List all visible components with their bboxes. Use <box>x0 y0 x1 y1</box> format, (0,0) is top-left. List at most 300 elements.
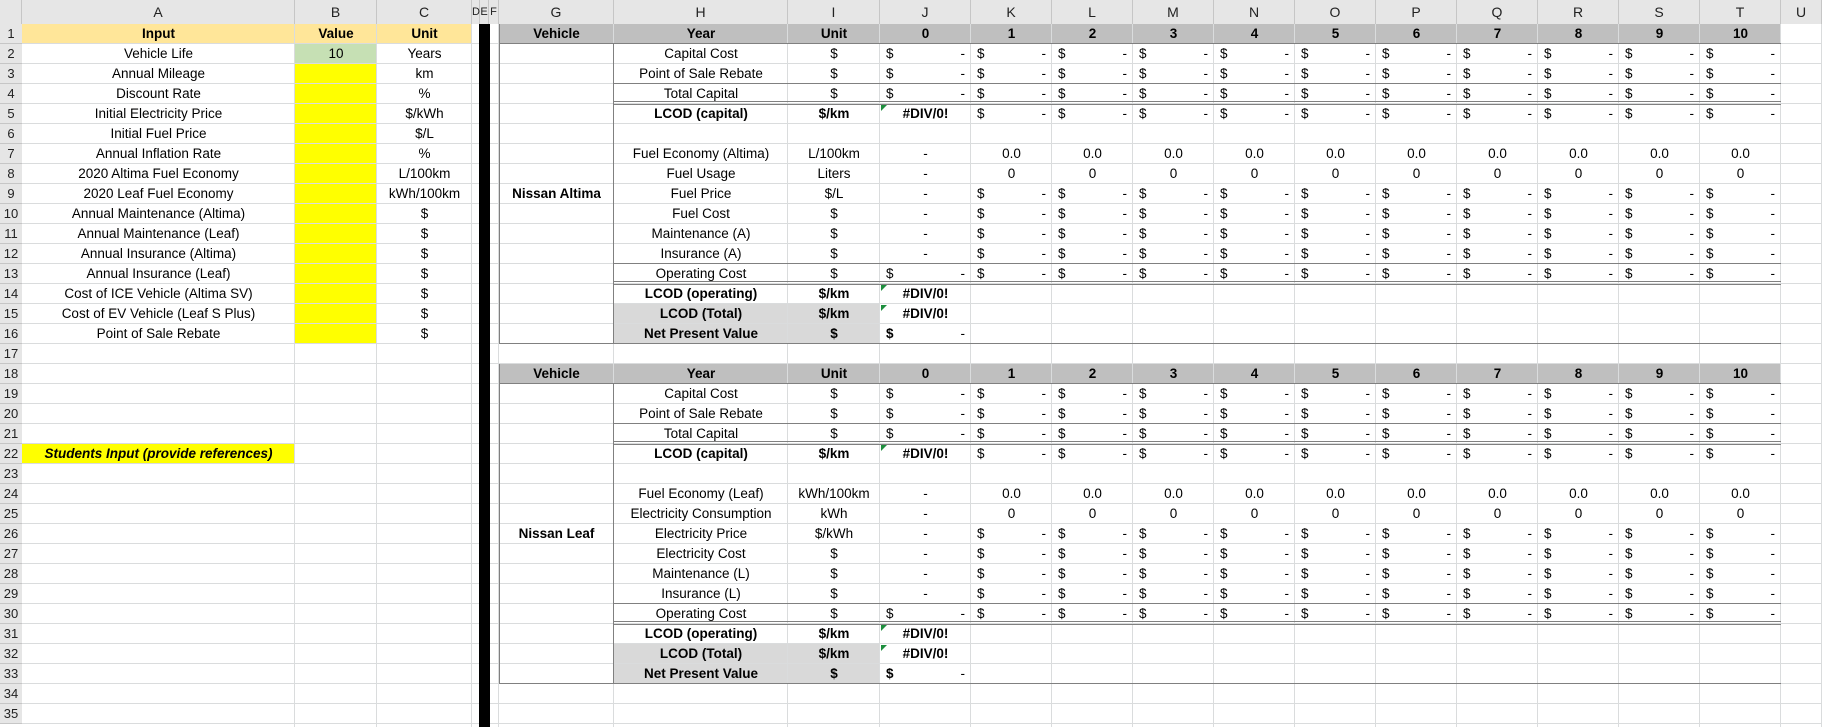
cell-value[interactable]: - <box>1770 46 1775 61</box>
capital-cost-label[interactable]: Capital Cost <box>664 386 738 401</box>
year-0-value[interactable]: - <box>923 246 928 261</box>
year-4-header[interactable]: 4 <box>1250 366 1259 381</box>
year-0-header[interactable]: 0 <box>921 366 930 381</box>
year-value[interactable]: 0 <box>1736 506 1745 521</box>
cell-value[interactable]: - <box>1284 46 1289 61</box>
input-unit[interactable]: $ <box>420 226 429 241</box>
cell-value[interactable]: - <box>1527 106 1532 121</box>
cell-value[interactable]: - <box>1122 606 1127 621</box>
cell-value[interactable]: - <box>1203 266 1208 281</box>
cell-value[interactable]: - <box>1770 426 1775 441</box>
column-header-u[interactable]: U <box>1781 0 1822 24</box>
column-header-d[interactable]: D <box>472 0 480 24</box>
total-capital-label[interactable]: Total Capital <box>663 86 739 101</box>
input-value[interactable] <box>295 204 377 224</box>
cell-value[interactable]: - <box>1122 226 1127 241</box>
cell-value[interactable]: - <box>1284 246 1289 261</box>
insurance-label[interactable]: Insurance (A) <box>660 246 742 261</box>
cell-value[interactable]: - <box>1365 86 1370 101</box>
cell-value[interactable]: - <box>1041 186 1046 201</box>
cell-value[interactable]: - <box>1608 386 1613 401</box>
cell-value[interactable]: - <box>1608 246 1613 261</box>
cell-value[interactable]: - <box>1203 186 1208 201</box>
cell-value[interactable]: - <box>1041 566 1046 581</box>
cell-value[interactable]: - <box>1527 606 1532 621</box>
cell-value[interactable]: - <box>1770 226 1775 241</box>
cell-value[interactable]: - <box>1689 566 1694 581</box>
vehicle-header[interactable]: Vehicle <box>533 26 580 41</box>
cell-value[interactable]: - <box>1446 246 1451 261</box>
cell-value[interactable]: - <box>1284 426 1289 441</box>
row-header-10[interactable]: 10 <box>0 204 22 224</box>
lcod-capital-unit[interactable]: $/km <box>818 106 850 121</box>
cell-value[interactable]: - <box>1527 206 1532 221</box>
cell-value[interactable]: - <box>1446 546 1451 561</box>
year-value[interactable]: 0 <box>1412 166 1421 181</box>
cell-value[interactable]: - <box>1608 566 1613 581</box>
cell-value[interactable]: - <box>1608 86 1613 101</box>
lcod-error-value[interactable]: #DIV/0! <box>902 446 949 461</box>
cell-value[interactable]: - <box>1041 266 1046 281</box>
cell-value[interactable]: - <box>1203 606 1208 621</box>
year-3-header[interactable]: 3 <box>1169 366 1178 381</box>
year-value[interactable]: 0.0 <box>1488 146 1507 161</box>
year-header[interactable]: Year <box>686 26 716 41</box>
column-header-j[interactable]: J <box>880 0 971 24</box>
row-header-33[interactable]: 33 <box>0 664 22 684</box>
rebate-label[interactable]: Point of Sale Rebate <box>639 406 763 421</box>
cell-value[interactable]: - <box>1284 206 1289 221</box>
cell-value[interactable]: - <box>1041 86 1046 101</box>
year-5-header[interactable]: 5 <box>1331 366 1340 381</box>
year-value[interactable]: 0 <box>1493 166 1502 181</box>
input-unit[interactable]: $/L <box>415 126 434 141</box>
cell-value[interactable]: - <box>1608 226 1613 241</box>
operating-unit[interactable]: $ <box>830 606 838 621</box>
year-7-header[interactable]: 7 <box>1493 366 1502 381</box>
year-value[interactable]: 0 <box>1007 166 1016 181</box>
cell-value[interactable]: - <box>1041 106 1046 121</box>
cell-value[interactable]: - <box>1284 186 1289 201</box>
year-0-value[interactable]: - <box>923 146 928 161</box>
input-value[interactable] <box>295 184 377 204</box>
cell-value[interactable]: - <box>1527 386 1532 401</box>
input-value[interactable] <box>295 324 377 344</box>
cell-value[interactable]: - <box>1689 186 1694 201</box>
cell-value[interactable]: - <box>1122 566 1127 581</box>
input-value[interactable] <box>295 164 377 184</box>
year-value[interactable]: 0 <box>1169 166 1178 181</box>
lcod-operating-unit[interactable]: $/km <box>818 626 850 641</box>
row-header-25[interactable]: 25 <box>0 504 22 524</box>
cell-value[interactable]: - <box>1446 566 1451 581</box>
cell-value[interactable]: - <box>1689 546 1694 561</box>
year-value[interactable]: 0 <box>1412 506 1421 521</box>
year-8-header[interactable]: 8 <box>1574 366 1583 381</box>
year-value[interactable]: 0 <box>1655 506 1664 521</box>
column-header-s[interactable]: S <box>1619 0 1700 24</box>
cell-value[interactable]: - <box>1041 426 1046 441</box>
operating-label[interactable]: Operating Cost <box>655 266 747 281</box>
year-0-value[interactable]: - <box>923 506 928 521</box>
year-5-header[interactable]: 5 <box>1331 26 1340 41</box>
year-value[interactable]: 0 <box>1736 166 1745 181</box>
insurance-label[interactable]: Insurance (L) <box>661 586 741 601</box>
cell-value[interactable]: - <box>1365 586 1370 601</box>
year-value[interactable]: 0 <box>1574 166 1583 181</box>
column-header-f[interactable]: F <box>489 0 499 24</box>
cell-value[interactable]: - <box>1770 566 1775 581</box>
vehicle-name[interactable]: Nissan Leaf <box>518 526 595 541</box>
cell-value[interactable]: - <box>1203 546 1208 561</box>
cost-label[interactable]: Fuel Cost <box>672 206 730 221</box>
cell-value[interactable]: - <box>1527 566 1532 581</box>
input-unit[interactable]: $ <box>420 246 429 261</box>
economy-unit[interactable]: L/100km <box>808 146 860 161</box>
year-value[interactable]: 0.0 <box>1002 486 1021 501</box>
cell-value[interactable]: - <box>1689 406 1694 421</box>
cell-value[interactable]: - <box>1284 606 1289 621</box>
column-header-a[interactable]: A <box>22 0 295 24</box>
npv-unit[interactable]: $ <box>830 326 838 341</box>
year-value[interactable]: 0 <box>1007 506 1016 521</box>
input-value[interactable] <box>295 284 377 304</box>
year-8-header[interactable]: 8 <box>1574 26 1583 41</box>
input-value[interactable] <box>295 224 377 244</box>
cell-value[interactable]: - <box>1041 46 1046 61</box>
row-header-22[interactable]: 22 <box>0 444 22 464</box>
cell-value[interactable]: - <box>1365 446 1370 461</box>
price-unit[interactable]: $/L <box>824 186 844 201</box>
cell-value[interactable]: - <box>1446 106 1451 121</box>
year-value[interactable]: 0 <box>1574 506 1583 521</box>
input-label[interactable]: Annual Inflation Rate <box>95 146 222 161</box>
year-value[interactable]: 0 <box>1331 166 1340 181</box>
cell-value[interactable]: - <box>1770 246 1775 261</box>
cell-value[interactable]: - <box>1608 186 1613 201</box>
cell-value[interactable]: - <box>1365 186 1370 201</box>
npv-label[interactable]: Net Present Value <box>643 326 759 341</box>
row-header-35[interactable]: 35 <box>0 704 22 724</box>
input-unit[interactable]: $ <box>420 266 429 281</box>
year-1-header[interactable]: 1 <box>1007 366 1016 381</box>
year-value[interactable]: 0.0 <box>1731 486 1750 501</box>
price-label[interactable]: Electricity Price <box>654 526 748 541</box>
cell-value[interactable]: - <box>1122 526 1127 541</box>
year-value[interactable]: 0.0 <box>1245 486 1264 501</box>
row-header-28[interactable]: 28 <box>0 564 22 584</box>
year-value[interactable]: 0.0 <box>1407 486 1426 501</box>
row-header-30[interactable]: 30 <box>0 604 22 624</box>
year-9-header[interactable]: 9 <box>1655 366 1664 381</box>
input-unit[interactable]: $ <box>420 306 429 321</box>
row-header-11[interactable]: 11 <box>0 224 22 244</box>
cell-value[interactable]: - <box>1770 206 1775 221</box>
input-label[interactable]: Point of Sale Rebate <box>96 326 221 341</box>
economy-label[interactable]: Fuel Economy (Altima) <box>632 146 770 161</box>
cell-value[interactable]: - <box>1446 186 1451 201</box>
row-header-17[interactable]: 17 <box>0 344 22 364</box>
input-value[interactable] <box>295 264 377 284</box>
cell-value[interactable]: - <box>1446 426 1451 441</box>
year-10-header[interactable]: 10 <box>1732 26 1749 41</box>
cell-value[interactable]: - <box>1203 426 1208 441</box>
column-header-k[interactable]: K <box>971 0 1052 24</box>
cell-value[interactable]: - <box>1608 606 1613 621</box>
cell-value[interactable]: - <box>1122 66 1127 81</box>
cell-value[interactable]: - <box>1527 46 1532 61</box>
year-value[interactable]: 0 <box>1088 506 1097 521</box>
cell-value[interactable]: - <box>1284 106 1289 121</box>
cell-value[interactable]: - <box>1527 526 1532 541</box>
year-value[interactable]: 0.0 <box>1164 486 1183 501</box>
cell-value[interactable]: - <box>1527 86 1532 101</box>
input-value[interactable] <box>295 124 377 144</box>
lcod-operating-label[interactable]: LCOD (operating) <box>644 286 758 301</box>
cell-value[interactable]: - <box>1203 566 1208 581</box>
cell-value[interactable]: - <box>1770 586 1775 601</box>
cell-value[interactable]: - <box>1122 386 1127 401</box>
cell-value[interactable]: - <box>1446 266 1451 281</box>
cell-value[interactable]: - <box>1608 106 1613 121</box>
cell-value[interactable]: - <box>1203 106 1208 121</box>
year-header[interactable]: Year <box>686 366 716 381</box>
lcod-capital-label[interactable]: LCOD (capital) <box>654 106 748 121</box>
cell-value[interactable]: - <box>1446 606 1451 621</box>
column-header-h[interactable]: H <box>614 0 788 24</box>
row-header-27[interactable]: 27 <box>0 544 22 564</box>
column-header-p[interactable]: P <box>1376 0 1457 24</box>
cell-value[interactable]: - <box>1446 46 1451 61</box>
maintenance-label[interactable]: Maintenance (A) <box>651 226 751 241</box>
row-header-14[interactable]: 14 <box>0 284 22 304</box>
cell-value[interactable]: - <box>1770 386 1775 401</box>
row-header-13[interactable]: 13 <box>0 264 22 284</box>
cell-value[interactable]: - <box>1446 206 1451 221</box>
lcod-error-value[interactable]: #DIV/0! <box>902 106 949 121</box>
input-label[interactable]: Annual Insurance (Altima) <box>80 246 237 261</box>
input-label[interactable]: Annual Maintenance (Altima) <box>71 206 246 221</box>
cell-value[interactable]: - <box>1527 586 1532 601</box>
cell-value[interactable]: - <box>1365 246 1370 261</box>
cell-value[interactable]: - <box>1122 246 1127 261</box>
year-value[interactable]: 0.0 <box>1326 146 1345 161</box>
cell-value[interactable]: - <box>1527 266 1532 281</box>
input-label[interactable]: Initial Fuel Price <box>110 126 207 141</box>
input-label[interactable]: Initial Electricity Price <box>94 106 223 121</box>
cell-value[interactable]: - <box>1527 186 1532 201</box>
unit-header[interactable]: Unit <box>820 366 848 381</box>
year-6-header[interactable]: 6 <box>1412 366 1421 381</box>
year-0-value[interactable]: - <box>923 206 928 221</box>
cell-value[interactable]: - <box>1284 586 1289 601</box>
cell-value[interactable]: - <box>1689 446 1694 461</box>
cell-value[interactable]: - <box>1365 266 1370 281</box>
cell-value[interactable]: - <box>1284 266 1289 281</box>
cell-value[interactable]: - <box>1122 106 1127 121</box>
cell-value[interactable]: - <box>1365 606 1370 621</box>
cell-value[interactable]: - <box>1689 66 1694 81</box>
input-label[interactable]: 2020 Altima Fuel Economy <box>78 166 239 181</box>
value-header[interactable]: Value <box>318 26 354 41</box>
column-header-t[interactable]: T <box>1700 0 1781 24</box>
input-label[interactable]: Discount Rate <box>116 86 201 101</box>
column-header-c[interactable]: C <box>377 0 472 24</box>
cell-value[interactable]: - <box>1365 426 1370 441</box>
column-header-m[interactable]: M <box>1133 0 1214 24</box>
year-2-header[interactable]: 2 <box>1088 366 1097 381</box>
cell-value[interactable]: - <box>1284 526 1289 541</box>
cell-value[interactable]: - <box>1770 526 1775 541</box>
cell-value[interactable]: - <box>960 266 965 281</box>
cell-value[interactable]: - <box>1122 426 1127 441</box>
lcod-capital-unit[interactable]: $/km <box>818 446 850 461</box>
cell-value[interactable]: - <box>1203 586 1208 601</box>
input-value[interactable] <box>295 84 377 104</box>
cell-value[interactable]: - <box>1203 526 1208 541</box>
cell-value[interactable]: - <box>1608 406 1613 421</box>
rebate-unit[interactable]: $ <box>830 406 838 421</box>
cell-value[interactable]: - <box>1203 446 1208 461</box>
cell-value[interactable]: - <box>1527 66 1532 81</box>
year-9-header[interactable]: 9 <box>1655 26 1664 41</box>
cell-value[interactable]: - <box>1689 86 1694 101</box>
cell-value[interactable]: - <box>1122 206 1127 221</box>
year-0-value[interactable]: - <box>923 526 928 541</box>
cell-value[interactable]: - <box>1689 606 1694 621</box>
year-value[interactable]: 0 <box>1493 506 1502 521</box>
year-value[interactable]: 0.0 <box>1083 146 1102 161</box>
year-value[interactable]: 0 <box>1250 506 1259 521</box>
cell-value[interactable]: - <box>1122 586 1127 601</box>
column-header-g[interactable]: G <box>499 0 614 24</box>
cell-value[interactable]: - <box>1041 226 1046 241</box>
year-value[interactable]: 0 <box>1655 166 1664 181</box>
rebate-label[interactable]: Point of Sale Rebate <box>639 66 763 81</box>
cell-value[interactable]: - <box>1284 546 1289 561</box>
input-label[interactable]: Cost of EV Vehicle (Leaf S Plus) <box>61 306 256 321</box>
year-value[interactable]: 0.0 <box>1326 486 1345 501</box>
year-0-value[interactable]: - <box>923 186 928 201</box>
cell-value[interactable]: - <box>1608 426 1613 441</box>
lcod-operating-unit[interactable]: $/km <box>818 286 850 301</box>
cell-value[interactable]: - <box>1041 206 1046 221</box>
cell-value[interactable]: - <box>1446 586 1451 601</box>
cell-value[interactable]: - <box>1689 266 1694 281</box>
cell-value[interactable]: - <box>1203 66 1208 81</box>
cell-value[interactable]: - <box>1284 446 1289 461</box>
column-header-e[interactable]: E <box>480 0 489 24</box>
select-all-corner[interactable] <box>0 0 22 24</box>
cell-value[interactable]: - <box>1608 446 1613 461</box>
cell-value[interactable]: - <box>1365 566 1370 581</box>
input-unit[interactable]: kWh/100km <box>388 186 461 201</box>
year-value[interactable]: 0.0 <box>1407 146 1426 161</box>
cell-value[interactable]: - <box>1689 206 1694 221</box>
usage-label[interactable]: Electricity Consumption <box>630 506 772 521</box>
cost-label[interactable]: Electricity Cost <box>656 546 746 561</box>
year-2-header[interactable]: 2 <box>1088 26 1097 41</box>
npv-value[interactable]: - <box>960 666 965 681</box>
lcod-error-value[interactable]: #DIV/0! <box>902 626 949 641</box>
row-header-31[interactable]: 31 <box>0 624 22 644</box>
cell-value[interactable]: - <box>1203 206 1208 221</box>
cell-value[interactable]: - <box>960 46 965 61</box>
row-header-15[interactable]: 15 <box>0 304 22 324</box>
year-value[interactable]: 0.0 <box>1569 486 1588 501</box>
column-header-r[interactable]: R <box>1538 0 1619 24</box>
column-header-b[interactable]: B <box>295 0 377 24</box>
lcod-total-unit[interactable]: $/km <box>818 306 850 321</box>
year-value[interactable]: 0.0 <box>1164 146 1183 161</box>
year-10-header[interactable]: 10 <box>1732 366 1749 381</box>
input-label[interactable]: Annual Mileage <box>111 66 206 81</box>
input-unit[interactable]: $/kWh <box>405 106 444 121</box>
cell-value[interactable]: - <box>1527 226 1532 241</box>
cell-value[interactable]: - <box>960 606 965 621</box>
lcod-total-unit[interactable]: $/km <box>818 646 850 661</box>
cell-value[interactable]: - <box>1365 46 1370 61</box>
input-unit[interactable]: km <box>415 66 434 81</box>
cell-value[interactable]: - <box>1041 526 1046 541</box>
cell-value[interactable]: - <box>1365 206 1370 221</box>
input-label[interactable]: Cost of ICE Vehicle (Altima SV) <box>64 286 253 301</box>
cell-value[interactable]: - <box>1203 386 1208 401</box>
cell-value[interactable]: - <box>1689 46 1694 61</box>
cell-value[interactable]: - <box>1689 246 1694 261</box>
cell-value[interactable]: - <box>1770 606 1775 621</box>
cell-value[interactable]: - <box>960 386 965 401</box>
cell-value[interactable]: - <box>1284 386 1289 401</box>
cell-value[interactable]: - <box>1446 386 1451 401</box>
operating-unit[interactable]: $ <box>830 266 838 281</box>
row-header-32[interactable]: 32 <box>0 644 22 664</box>
row-header-6[interactable]: 6 <box>0 124 22 144</box>
year-value[interactable]: 0 <box>1169 506 1178 521</box>
lcod-total-label[interactable]: LCOD (Total) <box>659 306 743 321</box>
vehicle-name[interactable]: Nissan Altima <box>512 186 601 201</box>
cell-value[interactable]: - <box>1770 186 1775 201</box>
year-value[interactable]: 0.0 <box>1569 146 1588 161</box>
year-6-header[interactable]: 6 <box>1412 26 1421 41</box>
cell-value[interactable]: - <box>1608 266 1613 281</box>
cell-value[interactable]: - <box>1770 406 1775 421</box>
year-value[interactable]: 0.0 <box>1650 146 1669 161</box>
cell-value[interactable]: - <box>1446 226 1451 241</box>
capital-cost-unit[interactable]: $ <box>830 386 838 401</box>
cell-value[interactable]: - <box>1527 426 1532 441</box>
total-capital-label[interactable]: Total Capital <box>663 426 739 441</box>
column-header-q[interactable]: Q <box>1457 0 1538 24</box>
input-value[interactable] <box>295 244 377 264</box>
rebate-unit[interactable]: $ <box>830 66 838 81</box>
cell-value[interactable]: - <box>1041 66 1046 81</box>
input-label[interactable]: 2020 Leaf Fuel Economy <box>83 186 234 201</box>
price-label[interactable]: Fuel Price <box>670 186 732 201</box>
year-value[interactable]: 0 <box>1331 506 1340 521</box>
input-label[interactable]: Annual Maintenance (Leaf) <box>77 226 240 241</box>
year-value[interactable]: 0.0 <box>1731 146 1750 161</box>
usage-unit[interactable]: Liters <box>817 166 851 181</box>
row-header-24[interactable]: 24 <box>0 484 22 504</box>
cell-value[interactable]: - <box>1770 66 1775 81</box>
cell-value[interactable]: - <box>1527 246 1532 261</box>
row-header-4[interactable]: 4 <box>0 84 22 104</box>
input-unit[interactable]: % <box>418 146 431 161</box>
input-value[interactable] <box>295 104 377 124</box>
insurance-unit[interactable]: $ <box>830 246 838 261</box>
cell-value[interactable]: - <box>1284 66 1289 81</box>
